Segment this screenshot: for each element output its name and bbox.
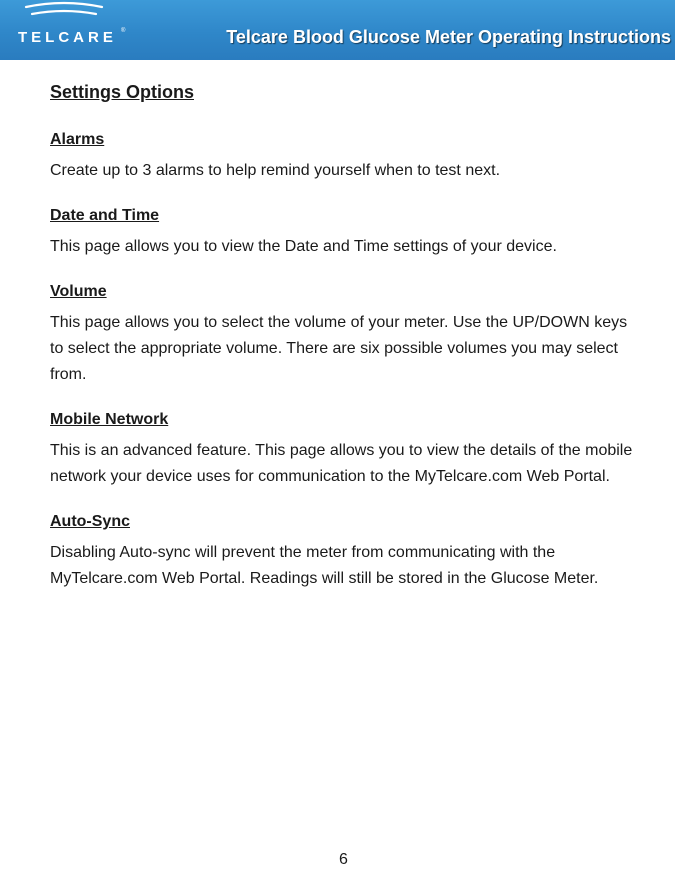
section-heading: Volume: [50, 283, 107, 300]
section-body: Disabling Auto-sync will prevent the meter from communicating with the MyTelcare.com Web Portal. Readings will still be stored in the Glucose Meter.: [50, 544, 599, 587]
section-body: Create up to 3 alarms to help remind yourself when to test next.: [50, 162, 501, 179]
logo-wordmark: TELCARE: [18, 29, 117, 46]
telcare-logo: [14, 0, 124, 60]
logo-trademark: ®: [121, 28, 126, 34]
section-heading: Date and Time: [50, 207, 160, 224]
section-body: This page allows you to select the volume of your meter. Use the UP/DOWN keys to select the appropriate volume. There are six possible volumes you may select from.: [50, 314, 628, 383]
logo-arc-icon: [14, 0, 124, 30]
section-body: This page allows you to view the Date and Time settings of your device.: [50, 238, 557, 255]
page-content: [50, 80, 640, 614]
section-heading: Auto-Sync: [50, 513, 130, 530]
page-number: 6: [339, 851, 348, 868]
page-title: Settings Options: [50, 82, 194, 102]
section-mobile-network: [50, 410, 640, 490]
header-title: Telcare Blood Glucose Meter Operating Instructions: [226, 27, 671, 47]
section-alarms: [50, 130, 640, 184]
section-heading: Alarms: [50, 131, 105, 148]
section-body: This is an advanced feature. This page allows you to view the details of the mobile network your device uses for communication to the MyTelcare.com Web Portal.: [50, 442, 633, 485]
section-auto-sync: [50, 512, 640, 592]
section-date-and-time: [50, 206, 640, 260]
page-header: [0, 0, 675, 60]
section-heading: Mobile Network: [50, 411, 169, 428]
section-volume: [50, 282, 640, 388]
